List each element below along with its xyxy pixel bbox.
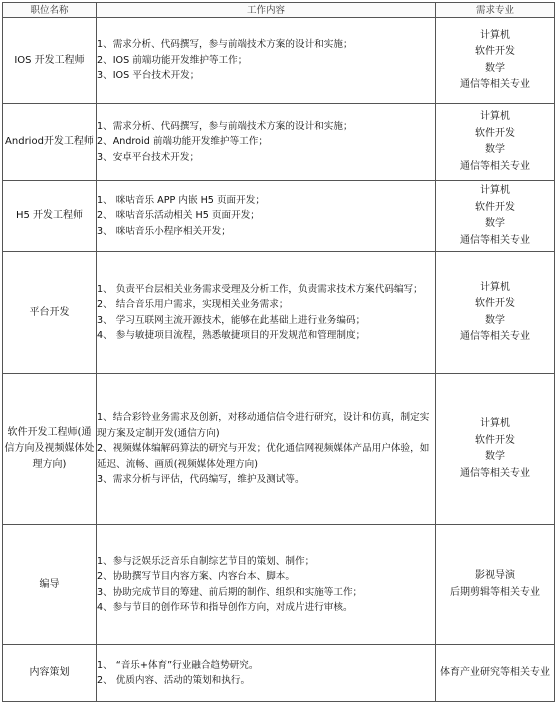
job-title: H5 开发工程师 <box>3 181 97 252</box>
major-item: 软件开发 <box>475 127 515 139</box>
work-item: 4、 参与敏捷项目流程，熟悉敏捷项目的开发规范和管理制度； <box>97 330 366 341</box>
major-item: 软件开发 <box>475 298 515 309</box>
major-item: 计算机 <box>480 418 510 429</box>
job-title: 编导 <box>3 525 97 645</box>
major-item: 软件开发 <box>475 434 515 446</box>
job-title: 软件开发工程师(通信方向及视频媒体处理方向) <box>3 374 97 525</box>
work-content <box>97 645 436 702</box>
table-row <box>3 181 555 252</box>
work-item: 1、需求分析、代码撰写，参与前端技术方案的设计和实施； <box>97 39 353 51</box>
header-job-title: 职位名称 <box>3 3 97 18</box>
required-majors <box>436 181 555 252</box>
work-item: 3、IOS 平台技术开发； <box>97 70 200 82</box>
major-item: 通信等相关专业 <box>460 467 530 479</box>
work-item: 4、参与节目的创作环节和指导创作方向，对成片进行审核。 <box>97 602 353 613</box>
table-row <box>3 525 555 645</box>
work-content <box>97 18 436 104</box>
major-item: 软件开发 <box>475 201 515 213</box>
header-required-major: 需求专业 <box>436 3 555 18</box>
major-item: 计算机 <box>480 185 510 196</box>
job-title: 平台开发 <box>3 252 97 374</box>
work-item: 3、 咪咕音乐小程序相关开发； <box>97 225 231 237</box>
work-content <box>97 104 436 181</box>
work-item: 1、 咪咕音乐 APP 内嵌 H5 页面开发； <box>97 194 265 206</box>
job-title: IOS 开发工程师 <box>3 18 97 104</box>
work-content <box>97 252 436 374</box>
work-item: 2、协助撰写节目内容方案、内容台本、脚本。 <box>97 571 295 582</box>
table-header-row <box>3 3 555 18</box>
table-row <box>3 374 555 525</box>
major-item: 计算机 <box>480 281 510 293</box>
work-item: 2、 优质内容、活动的策划和执行。 <box>97 675 251 686</box>
work-item: 3、需求分析与评估，代码编写，维护及测试等。 <box>97 474 305 486</box>
major-item: 数学 <box>485 451 505 462</box>
header-work-content: 工作内容 <box>97 3 436 18</box>
major-item: 通信等相关专业 <box>460 79 530 90</box>
work-item: 1、参与泛娱乐泛音乐自制综艺节目的策划、制作； <box>97 555 315 567</box>
table-row <box>3 18 555 104</box>
work-item: 2、Android 前端功能开发维护等工作； <box>97 136 268 148</box>
table-row <box>3 645 555 702</box>
major-item: 后期剪辑等相关专业 <box>450 586 540 598</box>
required-majors <box>436 104 555 181</box>
work-content <box>97 374 436 525</box>
major-item: 影视导演 <box>475 570 515 581</box>
table-row <box>3 252 555 374</box>
work-item: 2、 结合音乐用户需求，实现相关业务需求； <box>97 299 289 310</box>
major-item: 数学 <box>485 218 505 229</box>
work-item: 2、视频媒体编解码算法的研究与开发；优化通信网视频媒体产品用户体验，如延迟、流畅、画质(视频媒体处理方向) <box>97 443 430 470</box>
required-majors <box>436 645 555 702</box>
work-item: 1、 负责平台层相关业务需求受理及分析工作，负责需求技术方案代码编写； <box>97 283 423 295</box>
table-row <box>3 104 555 181</box>
work-item: 3、安卓平台技术开发； <box>97 151 200 163</box>
work-item: 2、IOS 前端功能开发维护等工作； <box>97 54 248 66</box>
work-item: 3、 学习互联网主流开源技术，能够在此基础上进行业务编码； <box>97 314 366 326</box>
work-content <box>97 525 436 645</box>
major-item: 体育产业研究等相关专业 <box>440 666 550 678</box>
work-item: 1、结合彩铃业务需求及创新，对移动通信信令进行研究，设计和仿真，制定实现方案及定制开发(通信方向) <box>97 412 430 439</box>
work-item: 3、协助完成节目的筹建、前后期的制作、组织和实施等工作； <box>97 586 363 598</box>
major-item: 通信等相关专业 <box>460 160 530 172</box>
required-majors <box>436 18 555 104</box>
major-item: 计算机 <box>480 111 510 122</box>
major-item: 通信等相关专业 <box>460 331 530 342</box>
major-item: 数学 <box>485 144 505 155</box>
work-item: 2、 咪咕音乐活动相关 H5 页面开发； <box>97 210 260 222</box>
major-item: 计算机 <box>480 29 510 41</box>
major-item: 通信等相关专业 <box>460 234 530 246</box>
major-item: 数学 <box>485 314 505 326</box>
work-item: 1、 “音乐+体育”行业融合趋势研究。 <box>97 659 259 671</box>
job-table <box>2 2 555 702</box>
required-majors <box>436 252 555 374</box>
job-title: Andriod开发工程师 <box>3 104 97 181</box>
work-item: 1、需求分析、代码撰写，参与前端技术方案的设计和实施； <box>97 120 353 132</box>
major-item: 数学 <box>485 62 505 74</box>
job-title: 内容策划 <box>3 645 97 702</box>
major-item: 软件开发 <box>475 46 515 57</box>
work-content <box>97 181 436 252</box>
required-majors <box>436 525 555 645</box>
required-majors <box>436 374 555 525</box>
